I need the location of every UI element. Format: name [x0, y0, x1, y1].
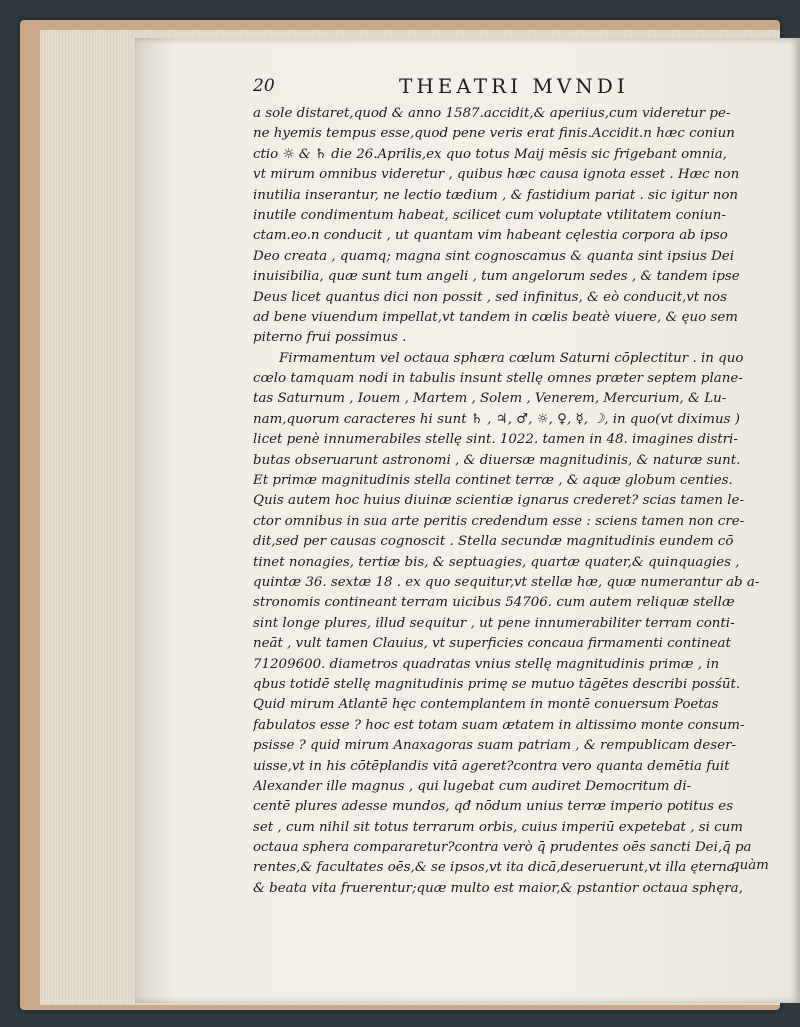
page-header	[253, 74, 783, 102]
text-line: ctam.eo.n conducit , ut quantam vim habeant cęlestia corpora ab ipso	[253, 228, 728, 244]
text-line: Quid mirum Atlantē hęc contemplantem in montē conuersum Poetas	[253, 697, 719, 713]
text-line: cœlo tamquam nodi in tabulis insunt stellę omnes præter septem plane-	[253, 371, 743, 387]
running-title: THEATRI MVNDI	[399, 74, 629, 98]
text-line: dit,sed per causas cognoscit . Stella secundæ magnitudinis eundem cō	[253, 534, 734, 550]
text-line: piterno frui possimus .	[253, 330, 407, 346]
text-line: licet penè innumerabiles stellę sint. 1022. tamen in 48. imagines distri-	[253, 432, 738, 448]
text-line: uisse,vt in his cōtēplandis vitā ageret?contra vero quanta demētia fuit	[253, 758, 730, 774]
catchword: quàm	[731, 858, 769, 873]
text-line: qbus totidē stellę magnitudinis primę se mutuo tāgētes describi posśūt.	[253, 676, 741, 692]
text-line: ctor omnibus in sua arte peritis credendum esse : sciens tamen non cre-	[253, 513, 745, 529]
text-line: butas obseruarunt astronomi , & diuersæ magnitudinis, & naturæ sunt.	[253, 452, 741, 468]
text-line: psisse ? quid mirum Anaxagoras suam patriam , & rempublicam deser-	[253, 738, 737, 754]
text-line: centē plures adesse mundos, qđ nōdum unius terræ imperio potitus es	[253, 799, 734, 815]
text-line: rentes,& facultates oēs,& se ipsos,vt ita dicā,deseruerunt,vt illa ęterna,	[253, 860, 739, 876]
text-line: Deus licet quantus dici non possit , sed infinitus, & eò conducit,vt nos	[253, 289, 727, 305]
paragraph-start-line: Firmamentum vel octaua sphæra cœlum Saturni cōplectitur . in quo	[279, 350, 744, 366]
text-line: tas Saturnum , Iouem , Martem , Solem , Venerem, Mercurium, & Lu-	[253, 391, 727, 407]
text-line: & beata vita fruerentur;quæ multo est maior,& pstantior octaua sphęra,	[253, 880, 743, 896]
text-line: ne hyemis tempus esse,quod pene veris erat finis.Accidit.n hæc coniun	[253, 126, 735, 142]
text-line: a sole distaret,quod & anno 1587.accidit,& aperiius,cum videretur pe-	[253, 106, 731, 121]
text-line: 71209600. diametros quadratas vnius stellę magnitudinis primæ , in	[253, 656, 720, 672]
text-line: set , cum nihil sit totus terrarum orbis, cuius imperiū expetebat , si cum	[253, 819, 743, 835]
text-line: inuisibilia, quæ sunt tum angeli , tum angelorum sedes , & tandem ipse	[253, 269, 740, 285]
text-line: stronomis contineant terram uicibus 54706. cum autem reliquæ stellæ	[253, 595, 735, 611]
text-line: tinet nonagies, tertiæ bis, & septuagies, quartæ quater,& quinquagies ,	[253, 554, 740, 570]
text-line: quintæ 36. sextæ 18 . ex quo sequitur,vt stellæ hæ, quæ numerantur ab a-	[253, 574, 760, 590]
page-number: 20	[253, 76, 275, 96]
body-text	[253, 104, 773, 899]
text-line: ctio ☼ & ♄ die 26.Aprilis,ex quo totus Maij mēsis sic frigebant omnia,	[253, 146, 728, 162]
text-line: Quis autem hoc huius diuinæ scientiæ ignarus crederet? scias tamen le-	[253, 493, 744, 509]
text-line: nam,quorum caracteres hi sunt ♄ , ♃, ♂, ☼, ♀, ☿, ☽, in quo(vt diximus )	[253, 411, 740, 427]
text-line: Deo creata , quamq; magna sint cognoscamus & quanta sint ipsius Dei	[253, 248, 735, 264]
text-line: fabulatos esse ? hoc est totam suam ætatem in altissimo monte consum-	[253, 717, 745, 733]
text-line: inutilia inserantur, ne lectio tædium , & fastidium pariat . sic igitur non	[253, 187, 739, 203]
text-line: sint longe plures, illud sequitur , ut pene innumerabiliter terram conti-	[253, 615, 735, 631]
text-line: Alexander ille magnus , qui lugebat cum audiret Democritum di-	[253, 778, 692, 794]
text-line: inutile condimentum habeat, scilicet cum voluptate vtilitatem coniun-	[253, 207, 726, 223]
text-line: vt mirum omnibus videretur , quibus hæc causa ignota esset . Hæc non	[253, 167, 740, 183]
text-line: ad bene viuendum impellat,vt tandem in cœlis beatè viuere, & ęuo sem	[253, 309, 738, 325]
text-line: Et primæ magnitudinis stella continet terræ , & aquæ globum centies.	[253, 473, 733, 489]
text-line: octaua sphera compararetur?contra verò q̄ prudentes oēs sancti Dei,q̄ pa	[253, 840, 752, 856]
text-line: neāt , vult tamen Clauius, vt superficies concaua firmamenti contineat	[253, 636, 731, 652]
